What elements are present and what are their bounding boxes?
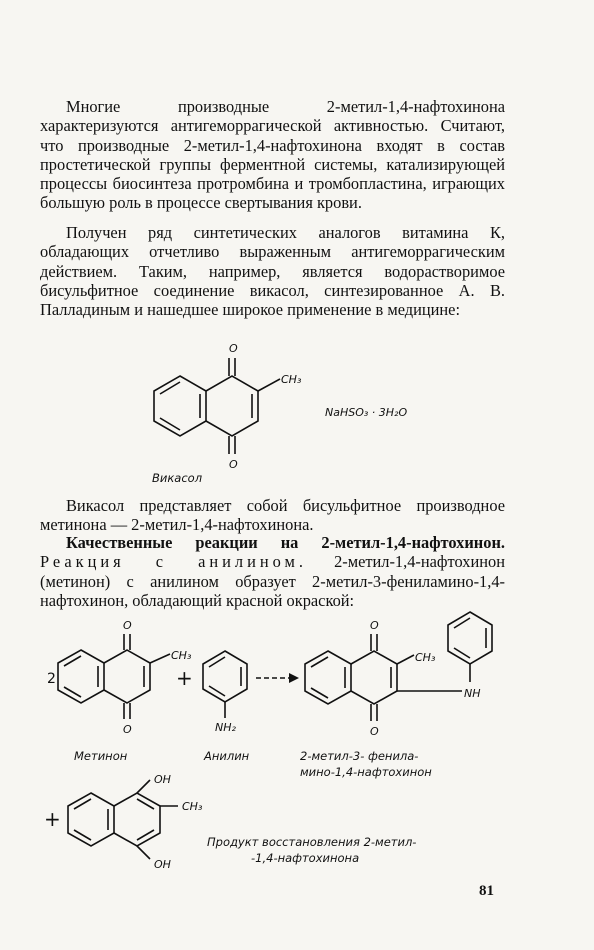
reaction-arrow bbox=[256, 673, 299, 683]
product-nh-label: NH bbox=[464, 687, 481, 700]
heading-qualitative-reactions: Качественные реакции на 2-метил-1,4-нафтохинон. bbox=[66, 533, 505, 552]
vikasol-caption: Викасол bbox=[152, 471, 203, 485]
vikasol-methyl-label: CH₃ bbox=[281, 373, 302, 386]
reduction-plus: + bbox=[44, 807, 61, 831]
vikasol-oxygen-bottom: O bbox=[229, 458, 238, 471]
methinone-oxygen-top: O bbox=[123, 619, 132, 632]
page-number: 81 bbox=[479, 883, 494, 899]
reaction-plus: + bbox=[176, 666, 193, 690]
vikasol-salt-formula: NaHSO₃ · 3H₂O bbox=[325, 406, 408, 419]
reduction-caption-line1: Продукт восстановления 2-метил- bbox=[207, 835, 417, 849]
vikasol-oxygen-top: O bbox=[229, 342, 238, 355]
paragraph-naphthoquinone-derivatives: Многие производные 2-метил-1,4-нафтохинона характеризуются антигеморрагической активностью. Считают, что производные 2-метил-1,4-нафтохинона входят в состав простетической группы ферментной системы, катализирующей процессы биосинтеза протромбина и тромбопластина, играющих большую роль в процессе свертывания крови. bbox=[40, 97, 505, 213]
reduction-oh-top: OH bbox=[154, 773, 171, 786]
methinone-oxygen-bottom: O bbox=[123, 723, 132, 736]
reaction-coefficient: 2 bbox=[47, 671, 56, 687]
paragraph-vikasol-description: Викасол представляет собой бисульфитное производное метинона — 2-метил-1,4-нафтохинона. bbox=[40, 496, 505, 535]
paragraph-vitamin-k-analogs: Получен ряд синтетических аналогов витамина К, обладающих отчетливо выраженным антигеморрагическим действием. Таким, например, является водорастворимое бисульфитное соединение викасол, синтезированное А. В. Палладиным и нашедшее широкое применение в медицине: bbox=[40, 223, 505, 320]
methinone-structure bbox=[58, 634, 170, 719]
product-oxygen-top: O bbox=[370, 619, 379, 632]
aniline-caption: Анилин bbox=[204, 749, 250, 763]
product-structure bbox=[305, 612, 492, 721]
reaction-with-aniline-text: 2-метил-1,4-нафтохинон (метинон) с анилином образует 2-метил-3-фениламино-1,4-нафтохинон, обладающий красной окраской: bbox=[40, 552, 505, 610]
reduction-methyl-label: CH₃ bbox=[182, 800, 203, 813]
reaction-with-aniline-title: Реакция с анилином. bbox=[40, 552, 307, 572]
product-caption-line2: мино-1,4-нафтохинон bbox=[300, 765, 432, 779]
product-caption-line1: 2-метил-3- фенила- bbox=[300, 749, 419, 763]
methinone-methyl-label: CH₃ bbox=[171, 649, 192, 662]
reduction-caption-line2: -1,4-нафтохинона bbox=[251, 851, 360, 865]
reduction-oh-bottom: OH bbox=[154, 858, 171, 871]
methinone-caption: Метинон bbox=[74, 749, 128, 763]
aniline-amine-group: NH₂ bbox=[215, 721, 236, 734]
product-oxygen-bottom: O bbox=[370, 725, 379, 738]
aniline-structure bbox=[203, 651, 247, 718]
reduction-product-structure bbox=[68, 780, 178, 859]
product-methyl-label: CH₃ bbox=[415, 651, 436, 664]
